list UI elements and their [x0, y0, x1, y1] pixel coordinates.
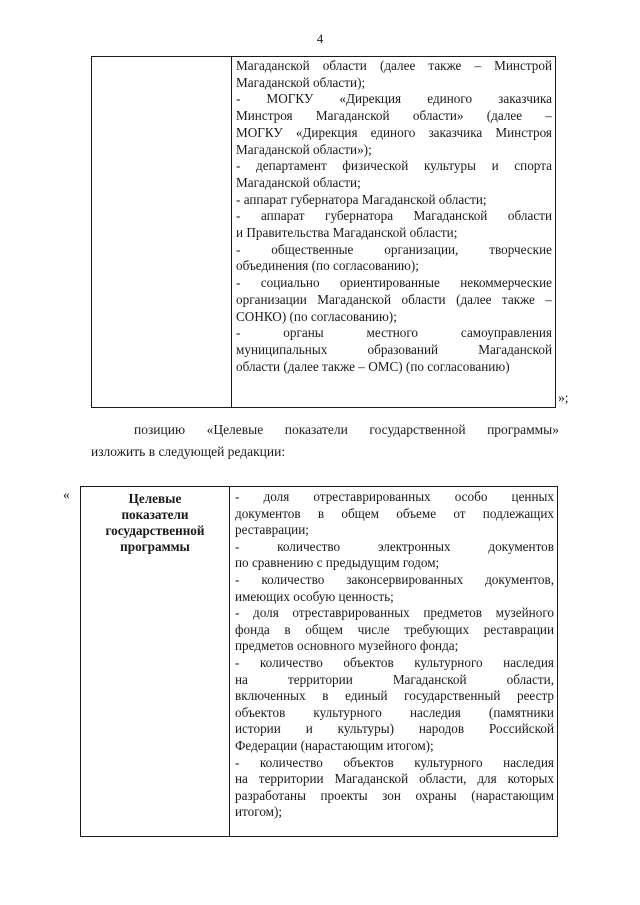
text-line: - департамент физической культуры и спорта: [236, 158, 552, 174]
text-line: организации Магаданской области (далее также –: [236, 291, 552, 307]
text-line: Минстроя Магаданской области» (далее –: [236, 108, 552, 124]
text-line: - социально ориентированные некоммерческие: [236, 275, 552, 291]
text-line: СОНКО) (по согласованию);: [236, 308, 397, 324]
text-line: имеющих особую ценность;: [235, 588, 394, 604]
text-line: Магаданской области»);: [236, 141, 372, 157]
opening-quote: «: [63, 487, 70, 502]
text-line: - количество объектов культурного наследия: [235, 754, 554, 770]
text-line: включенных в единый государственный реестр: [235, 688, 554, 704]
page-number: 4: [316, 31, 324, 46]
text-line: на территории Магаданской области, для которых: [235, 771, 554, 787]
text-line: реставрации;: [235, 522, 309, 538]
text-line: фонда в общем числе требующих реставрации: [235, 621, 554, 637]
text-line: объединения (по согласованию);: [236, 258, 419, 274]
text-line: Магаданской области (далее также – Минстрой: [236, 58, 552, 73]
label-line: государственной: [105, 523, 205, 538]
text-line: МОГКУ «Дирекция единого заказчика Минстроя: [236, 124, 552, 140]
text-line: области (далее также – ОМС) (по согласованию): [236, 358, 510, 374]
table-left-cell-empty: [92, 57, 232, 407]
text-line: Магаданской области;: [236, 174, 361, 190]
table-label-cell: [81, 487, 230, 836]
text-line: - органы местного самоуправления: [236, 325, 552, 341]
text-line: Магаданской области);: [236, 74, 366, 90]
text-line: - аппарат губернатора Магаданской области: [236, 208, 552, 224]
text-line: - общественные организации, творческие: [236, 241, 552, 257]
table-right-cell: [230, 487, 556, 836]
text-line: по сравнению с предыдущим годом;: [235, 555, 440, 571]
text-line: документов в общем объеме от подлежащих: [235, 505, 554, 521]
table-continuation: [91, 56, 556, 408]
paragraph-line: позицию «Целевые показатели государственной программы»: [134, 422, 559, 437]
text-line: объектов культурного наследия (памятники: [235, 704, 554, 720]
text-line: Федерации (нарастающим итогом);: [235, 737, 434, 753]
text-line: муниципальных образований Магаданской: [236, 341, 552, 357]
text-line: истории и культуры) народов Российской: [235, 721, 554, 737]
text-line: на территории Магаданской области,: [235, 671, 554, 687]
text-line: - количество электронных документов: [235, 538, 554, 554]
table-right-cell: [232, 57, 554, 407]
text-line: - доля отреставрированных предметов музейного: [235, 605, 554, 621]
text-line: - количество законсервированных документов,: [235, 571, 554, 587]
table-target-indicators: [80, 486, 558, 837]
text-line: разработаны проекты зон охраны (нарастающим: [235, 787, 554, 803]
text-line: - количество объектов культурного наследия: [235, 654, 554, 670]
text-line: - доля отреставрированных особо ценных: [235, 489, 554, 504]
text-line: итогом);: [235, 804, 283, 820]
text-line: - аппарат губернатора Магаданской области;: [236, 191, 487, 207]
closing-quote: »;: [558, 390, 569, 405]
label-line: программы: [120, 539, 190, 554]
text-line: и Правительства Магаданской области;: [236, 225, 458, 241]
text-line: предметов основного музейного фонда;: [235, 638, 459, 654]
label-line: показатели: [121, 507, 189, 522]
paragraph-line: изложить в следующей редакции:: [91, 444, 286, 459]
text-line: - МОГКУ «Дирекция единого заказчика: [236, 91, 552, 107]
label-line: Целевые: [128, 491, 182, 506]
